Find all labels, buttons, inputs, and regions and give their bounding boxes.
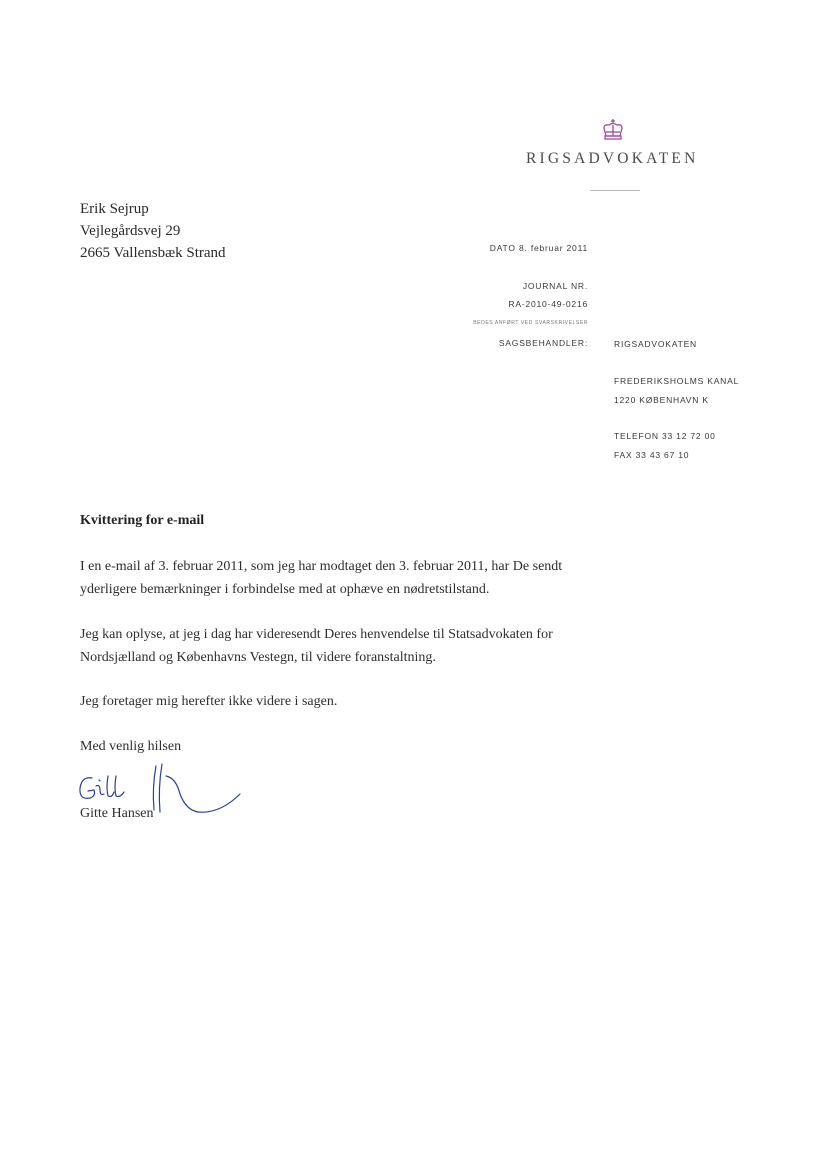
contact-phone: TELEFON 33 12 72 00 bbox=[614, 431, 716, 441]
recipient-name: Erik Sejrup bbox=[80, 201, 149, 217]
closing-line: Med venlig hilsen bbox=[80, 739, 182, 754]
letterhead-divider bbox=[590, 190, 640, 191]
crown-icon bbox=[600, 118, 626, 142]
journal-number: RA-2010-49-0216 bbox=[508, 299, 588, 309]
organization-name: RIGSADVOKATEN bbox=[526, 150, 699, 167]
case-handler-label: SAGSBEHANDLER: bbox=[498, 338, 588, 348]
recipient-street: Vejlegårdsvej 29 bbox=[80, 223, 181, 239]
reference-note: BEDES ANFØRT VED SVARSKRIVELSER bbox=[473, 320, 588, 326]
letter-subject: Kvittering for e-mail bbox=[80, 513, 205, 528]
date-line: DATO 8. februar 2011 bbox=[489, 243, 588, 253]
journal-label: JOURNAL NR. bbox=[522, 281, 588, 291]
contact-name: RIGSADVOKATEN bbox=[614, 339, 697, 349]
recipient-city: 2665 Vallensbæk Strand bbox=[80, 245, 226, 261]
contact-fax: FAX 33 43 67 10 bbox=[614, 450, 690, 460]
contact-street: FREDERIKSHOLMS KANAL bbox=[614, 376, 740, 386]
recipient-address bbox=[80, 198, 226, 264]
body-paragraph-3: Jeg foretager mig herefter ikke videre i sagen. bbox=[80, 694, 338, 709]
contact-city: 1220 KØBENHAVN K bbox=[614, 395, 709, 405]
signer-name: Gitte Hansen bbox=[80, 806, 154, 821]
body-paragraph-2: Jeg kan oplyse, at jeg i dag har videresendt Deres henvendelse til Statsadvokaten for Nordsjælland og Københavns Vestegn, til videre foranstaltning. bbox=[80, 627, 553, 665]
body-paragraph-1: I en e-mail af 3. februar 2011, som jeg har modtaget den 3. februar 2011, har De sendt yderligere bemærkninger i forbindelse med at ophæve en nødretstilstand. bbox=[80, 559, 563, 597]
